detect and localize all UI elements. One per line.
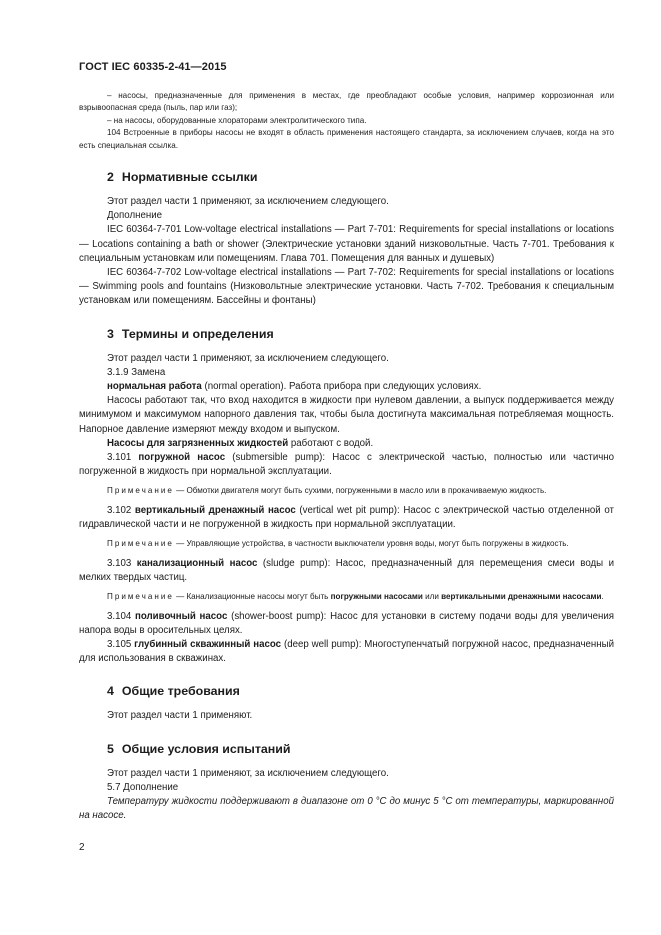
section-2-heading xyxy=(79,170,614,185)
definition-text: (submersible pump): Насос с электрической частью, полностью или частично погруженной в жидкость при нормальной эксплуатации. xyxy=(79,452,615,478)
section-4-number: 4 xyxy=(107,684,114,699)
definition-text: (deep well pump): Многоступенчатый погружной насос, предназначенный для использования в скважинах. xyxy=(79,638,614,665)
section-2-title: Нормативные ссылки xyxy=(121,170,258,185)
section-2-number: 2 xyxy=(107,170,114,185)
section-4-heading xyxy=(79,684,614,699)
document-body xyxy=(79,90,614,823)
definition-3-101 xyxy=(79,451,614,479)
section-3-paragraph xyxy=(79,437,614,451)
term: вертикальными дренажными насосами xyxy=(441,592,602,602)
term: вертикальный дренажный насос xyxy=(134,504,296,516)
intro-item-1: – насосы, предназначенные для применения в местах, где преобладают особые условия, например коррозионная или взрывоопасная среда (пыль, пар или газ); xyxy=(79,91,614,113)
section-4-paragraph: Этот раздел части 1 применяют. xyxy=(107,710,253,722)
intro-item-2: – на насосы, оборудованные хлораторами электролитического типа. xyxy=(107,115,367,125)
section-5-title: Общие условия испытаний xyxy=(121,741,291,756)
section-4-title: Общие требования xyxy=(121,684,240,699)
section-3-number: 3 xyxy=(107,326,114,341)
section-2-paragraph: Этот раздел части 1 применяют, за исключением следующего. xyxy=(107,196,389,208)
section-3-paragraph: Насосы работают так, что вход находится в жидкости при нулевом давлении, а выпуск поддерживается между минимумом и максимумом напорного давления так, чтобы была достигнута максимальная потребляемая мощность. Напорное давление измеряют между входом и выпуском. xyxy=(79,395,614,435)
note-text: — Управляющие устройства, в частности выключатели уровня воды, могут быть погружены в жидкость. xyxy=(173,539,569,549)
note-text: — Канализационные насосы могут быть xyxy=(173,592,331,602)
term: погружной насос xyxy=(138,452,226,464)
note-3-101 xyxy=(79,485,614,497)
section-5-heading xyxy=(79,742,614,757)
definition-text: (shower-boost pump): Насос для установки в систему подачи воды для увеличения напора воды в оросительных целях. xyxy=(79,610,615,636)
clause-number: 3.101 xyxy=(107,452,139,464)
section-5-paragraph: 5.7 Дополнение xyxy=(107,781,179,793)
note-3-103 xyxy=(79,591,614,603)
note-label: Примечание xyxy=(107,539,174,549)
section-5-paragraph: Этот раздел части 1 применяют, за исключением следующего. xyxy=(107,767,389,779)
page-number: 2 xyxy=(79,842,85,853)
term: Насосы для загрязненных жидкостей xyxy=(107,437,289,449)
section-2-paragraph: Дополнение xyxy=(107,210,163,222)
note-text: — Обмотки двигателя могут быть сухими, погруженными в масло или в прокачиваемую жидкость. xyxy=(173,486,547,496)
section-5-number: 5 xyxy=(107,741,114,756)
paragraph-text: работают с водой. xyxy=(288,437,374,449)
definition-text: (normal operation). Работа прибора при следующих условиях. xyxy=(201,381,482,393)
definition-text: (vertical wet pit pump): Насос с электрической частью отделенной от гидравлической части и не погруженной в жидкость при нормальной эксплуатации. xyxy=(79,504,614,531)
note-text: . xyxy=(601,592,604,602)
definition-normal-operation xyxy=(79,380,614,394)
note-label: Примечание xyxy=(107,592,174,602)
standard-header: ГОСТ IEC 60335-2-41—2015 xyxy=(79,61,227,73)
section-5-italic-paragraph: Температуру жидкости поддерживают в диапазоне от 0 °C до минус 5 °C от температуры, маркированной на насосе. xyxy=(79,795,614,822)
section-3-title: Термины и определения xyxy=(121,326,274,341)
definition-3-105 xyxy=(79,638,614,666)
clause-number: 3.102 xyxy=(107,504,135,516)
reference-iec-60364-7-701: IEC 60364-7-701 Low-voltage electrical installations — Part 7-701: Requirements for special installations or locations — Locations containing a bath or shower (Электрические установки зданий низковольтные. Часть 7-701. Требования к специальным установкам или помещениям. Глава 701. Помещения для ванных и душевых) xyxy=(79,224,614,264)
term: глубинный скважинный насос xyxy=(134,638,282,650)
term: канализационный насос xyxy=(136,557,258,569)
note-label: Примечание xyxy=(107,486,174,496)
note-3-102 xyxy=(79,538,614,550)
note-text: или xyxy=(422,592,442,602)
section-3-paragraph: Этот раздел части 1 применяют, за исключением следующего. xyxy=(107,352,389,364)
section-3-heading xyxy=(79,327,614,342)
clause-number: 3.105 xyxy=(107,638,135,650)
term: погружными насосами xyxy=(330,592,423,602)
definition-3-103 xyxy=(79,557,614,585)
intro-paragraph-104: 104 Встроенные в приборы насосы не входят в область применения настоящего стандарта, за исключением случаев, когда на это есть специальная ссылка. xyxy=(79,128,614,150)
definition-3-102 xyxy=(79,504,614,532)
reference-iec-60364-7-702: IEC 60364-7-702 Low-voltage electrical installations — Part 7-702: Requirements for special installations or locations — Swimming pools and fountains (Низковольтные электрические установки. Часть 7-702. Требования к специальным установкам или помещениям. Бассейны и фонтаны) xyxy=(79,267,614,307)
clause-number: 3.103 xyxy=(107,557,137,569)
section-3-paragraph: 3.1.9 Замена xyxy=(107,366,166,378)
clause-number: 3.104 xyxy=(107,610,135,622)
definition-text: (sludge pump): Насос, предназначенный для перемещения смеси воды и мелких твердых частиц. xyxy=(79,557,615,583)
term: поливочный насос xyxy=(134,610,228,622)
definition-3-104 xyxy=(79,610,614,638)
term: нормальная работа xyxy=(107,381,202,393)
